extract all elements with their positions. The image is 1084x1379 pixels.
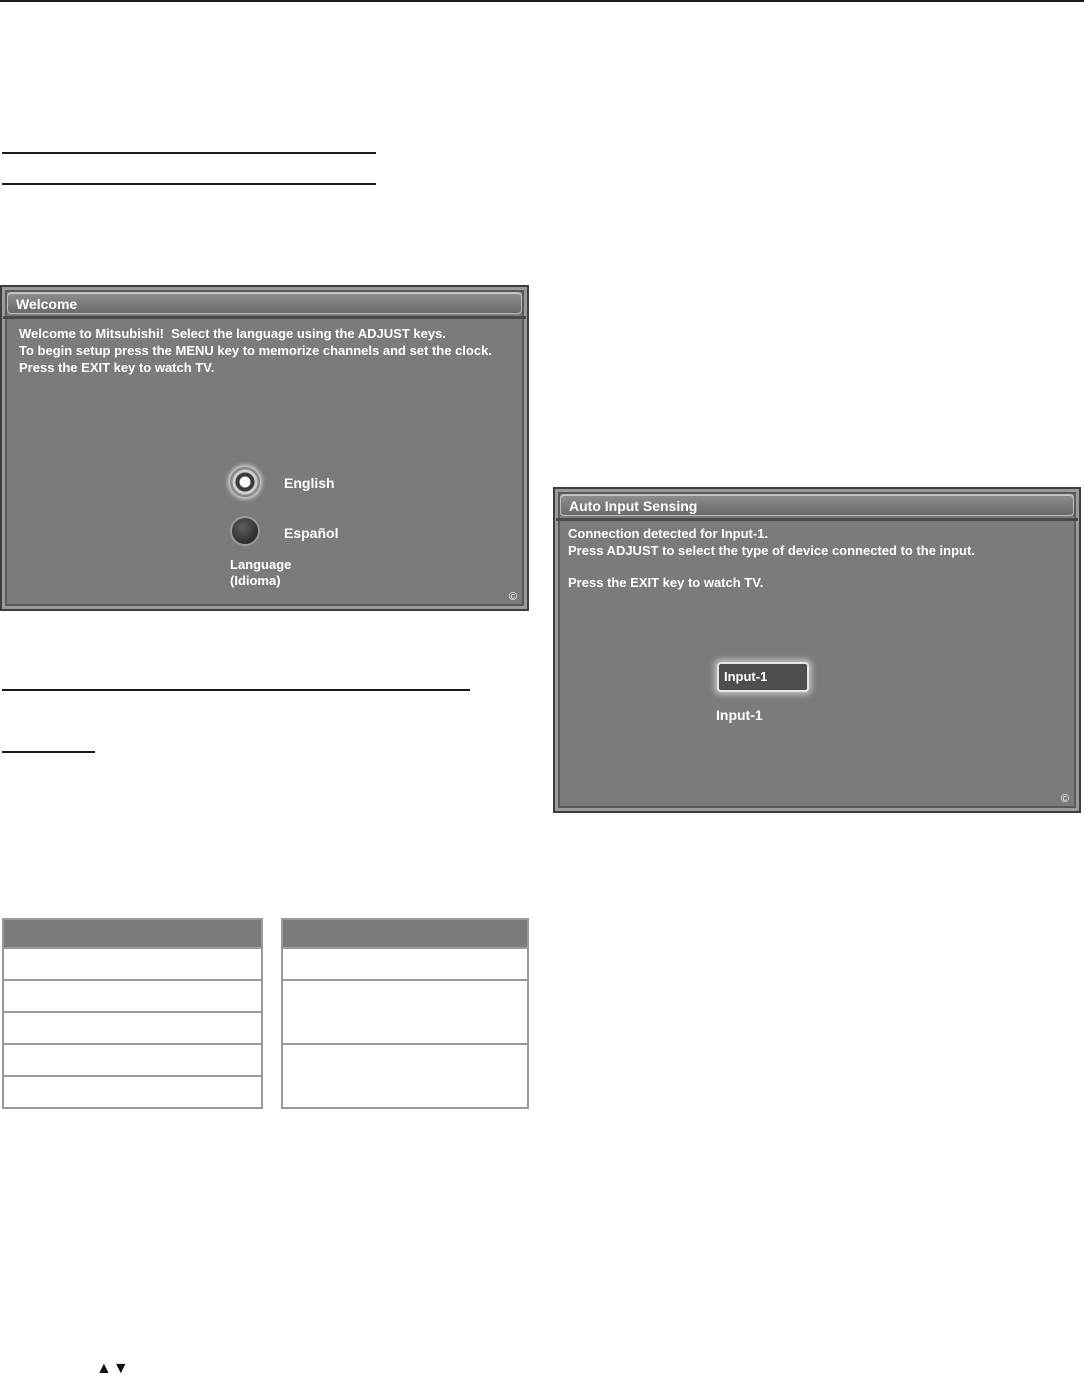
device-type-selector[interactable]: Input-1 (717, 662, 809, 692)
table-row (2, 949, 263, 981)
espanol-radio-button[interactable] (230, 516, 260, 546)
heading-rule-2 (2, 183, 376, 185)
welcome-title: Welcome (7, 292, 522, 314)
espanol-option-label[interactable]: Español (284, 525, 339, 541)
auto-input-message-line-3: Press the EXIT key to watch TV. (568, 575, 764, 590)
input-caption: Input-1 (716, 707, 763, 723)
table-row (2, 1077, 263, 1109)
english-option-label[interactable]: English (284, 475, 335, 491)
copyright-icon: © (508, 591, 517, 603)
auto-input-title: Auto Input Sensing (560, 494, 1074, 516)
right-table-header (281, 918, 529, 949)
table-row (2, 981, 263, 1013)
page-top-rule (0, 0, 1084, 2)
auto-input-message-line-2: Press ADJUST to select the type of device connected to the input. (568, 543, 975, 558)
welcome-message-line-3: Press the EXIT key to watch TV. (19, 360, 215, 375)
table-row (281, 949, 529, 981)
heading-rule-1 (2, 152, 376, 154)
heading-rule-3 (2, 689, 470, 691)
up-down-arrows-icon: ▲▼ (96, 1360, 130, 1377)
welcome-message-line-2: To begin setup press the MENU key to memorize channels and set the clock. (19, 343, 492, 358)
language-label: Language (230, 557, 292, 572)
copyright-icon: © (1060, 793, 1069, 805)
left-table-header (2, 918, 263, 949)
table-row (281, 981, 529, 1045)
heading-rule-4 (2, 751, 95, 753)
auto-input-message-line-1: Connection detected for Input-1. (568, 526, 769, 541)
table-row (2, 1013, 263, 1045)
left-table (2, 918, 263, 1109)
welcome-message-line-1: Welcome to Mitsubishi! Select the language using the ADJUST keys. (19, 326, 446, 341)
english-radio-button[interactable] (230, 467, 260, 497)
language-sublabel: (Idioma) (230, 573, 281, 588)
table-row (281, 1045, 529, 1109)
auto-input-sensing-screen (553, 487, 1081, 813)
right-table (281, 918, 529, 1109)
table-row (2, 1045, 263, 1077)
welcome-screen (0, 285, 529, 611)
